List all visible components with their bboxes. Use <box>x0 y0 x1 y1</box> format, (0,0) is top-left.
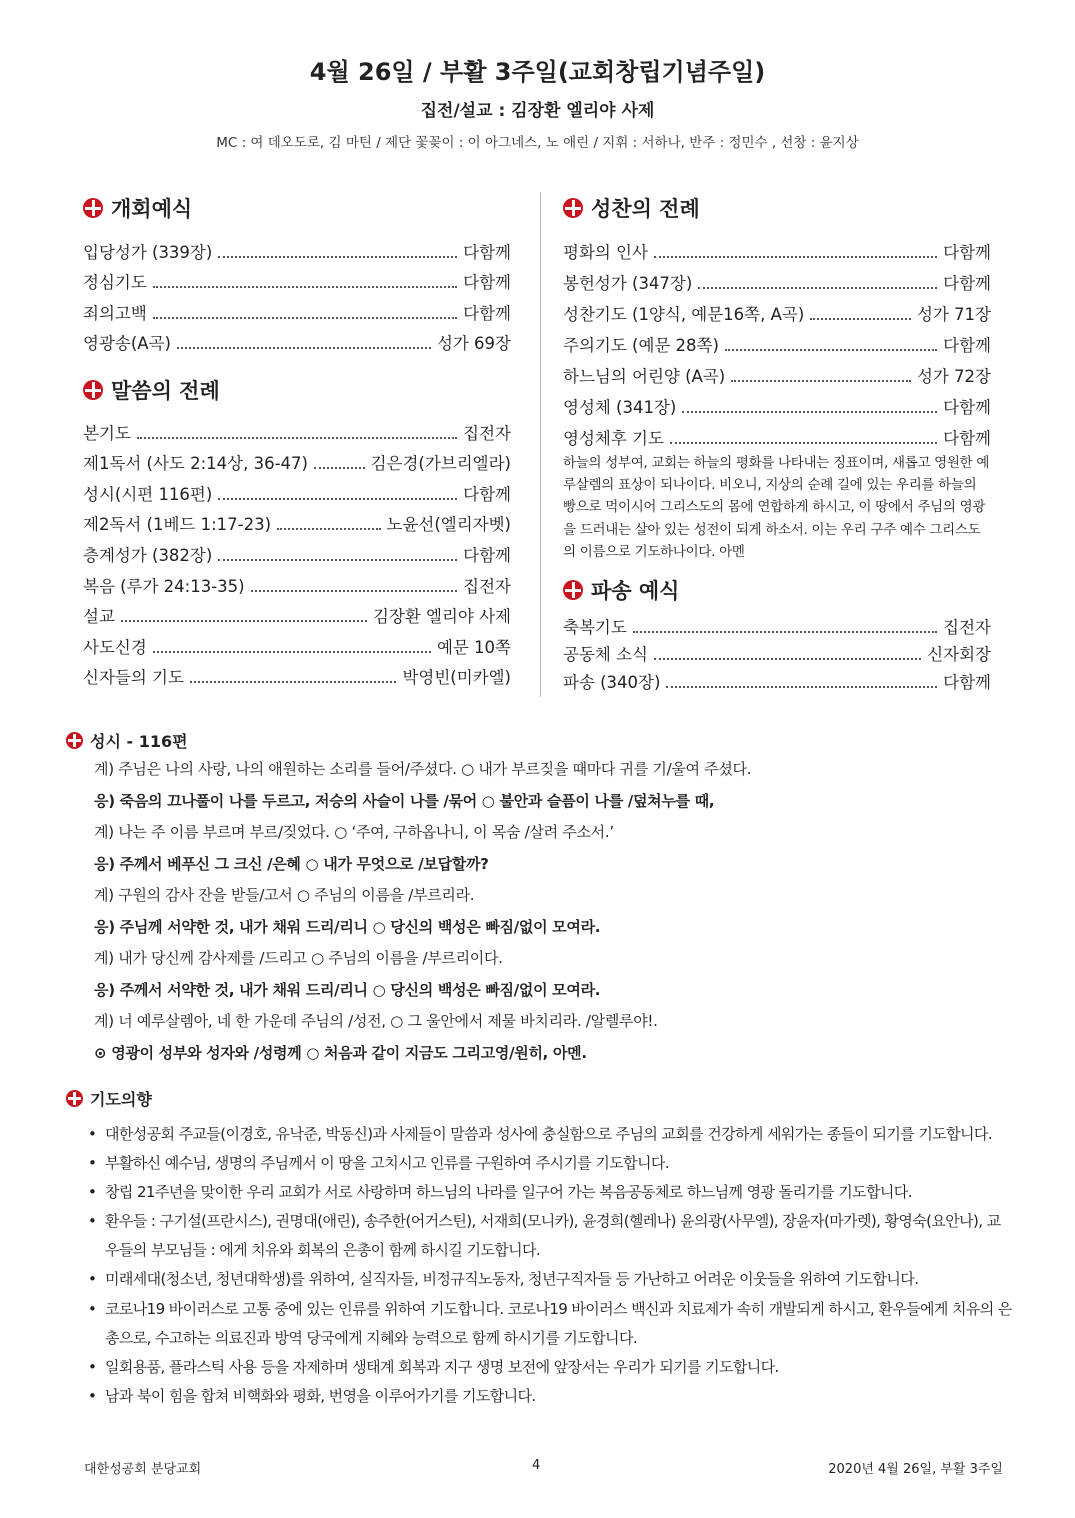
cross-icon <box>66 732 83 749</box>
order-item <box>83 474 511 505</box>
leader-dots <box>190 680 397 683</box>
intention-item: • 코로나19 바이러스로 고통 중에 있는 인류를 위하여 기도합니다. 코로나19 바이러스 백신과 치료제가 속히 개발되게 하시고, 환우들에게 치유의 은총으로, 수고하는 의료진과 방역 당국에게 지혜와 능력으로 함께 하시기를 기도합니다. <box>88 1295 1013 1353</box>
word-order-list <box>83 413 511 688</box>
psalm-line: 응) 주께서 베푸신 그 크신 /은혜 ○ 내가 무엇으로 /보답할까? <box>94 854 489 873</box>
cross-icon <box>563 198 583 218</box>
order-item-value: 다함께 <box>463 545 511 565</box>
order-item-label: 본기도 <box>83 423 131 443</box>
leader-dots <box>137 436 457 439</box>
order-item-value: 다함께 <box>463 303 511 323</box>
leader-dots <box>731 379 911 382</box>
order-item-label: 성찬기도 (1양식, 예문16쪽, A곡) <box>563 305 805 324</box>
order-item-value: 성가 71장 <box>916 305 991 324</box>
mc-line: MC : 여 데오도로, 김 마틴 / 제단 꽃꽂이 : 이 아그네스, 노 애린 / 지휘 : 서하나, 반주 : 정민수 , 선창 : 윤지상 <box>216 135 859 151</box>
intention-item: • 창립 21주년을 맞이한 우리 교회가 서로 사랑하며 하느님의 나라를 일구어 가는 복음공동체로 하느님께 영광 돌리기를 기도합니다. <box>88 1178 1013 1207</box>
order-item-label: 주의기도 (예문 28쪽) <box>563 336 719 355</box>
intention-item: • 환우들 : 구기설(프란시스), 권명대(애린), 송주한(어거스틴), 서재희(모니카), 윤경희(헬레나) 윤의광(사무엘), 장윤자(마가렛), 황영숙(요안나), 교우들의 부모님들 : 에게 치유와 회복의 은총이 함께 하시길 기도합니다. <box>88 1207 1013 1265</box>
order-item-label: 영성체 (341장) <box>563 398 677 417</box>
order-item-value: 집전자 <box>943 617 991 637</box>
order-item-value: 집전자 <box>463 576 511 596</box>
footer-church-name: 대한성공회 분당교회 <box>84 1462 202 1477</box>
order-item-value: 다함께 <box>943 672 991 692</box>
order-item-label: 정심기도 <box>83 273 147 292</box>
cross-icon <box>563 580 583 600</box>
leader-dots <box>654 657 921 660</box>
order-item-label: 봉헌성가 (347장) <box>563 274 693 293</box>
leader-dots <box>218 558 457 561</box>
order-item-value: 예문 10쪽 <box>436 637 511 657</box>
order-item-label: 설교 <box>83 607 115 627</box>
order-item <box>563 665 991 693</box>
footer-page-number: 4 <box>532 1458 541 1473</box>
order-item <box>563 418 991 449</box>
order-item-label: 죄의고백 <box>83 303 147 323</box>
order-item <box>83 293 511 324</box>
order-item-label: 영광송(A곡) <box>83 334 171 353</box>
order-item <box>563 638 991 666</box>
section-eucharist-heading <box>563 193 700 223</box>
order-item-value: 다함께 <box>943 243 991 262</box>
order-item <box>83 658 511 689</box>
order-item-value: 김은경(가브리엘라) <box>370 454 511 474</box>
order-item <box>563 232 991 263</box>
order-item-value: 노윤선(엘리자벳) <box>386 515 511 535</box>
psalm-line: 응) 주께서 서약한 것, 내가 채워 드리/리니 ○ 당신의 백성은 빠짐/없이 모여라. <box>94 980 601 999</box>
order-item-label: 파송 (340장) <box>563 672 661 692</box>
psalm-line: 계) 너 예루살렘아, 네 한 가운데 주님의 /성전, ○ 그 울안에서 제물 바치리라. /알렐루야!. <box>94 1012 658 1030</box>
psalm-title: 성시 - 116편 <box>90 732 188 751</box>
section-title: 개회예식 <box>111 197 193 221</box>
psalm-line: 응) 죽음의 끄나풀이 나를 두르고, 저승의 사슬이 나를 /묶어 ○ 불안과 슬픔이 나를 /덮쳐누를 때, <box>94 791 715 810</box>
order-item-label: 하느님의 어린양 (A곡) <box>563 367 726 386</box>
cross-icon <box>83 198 103 218</box>
leader-dots <box>277 527 380 530</box>
intention-item: • 미래세대(청소년, 청년대학생)를 위하여, 실직자들, 비정규직노동자, 청년구직자들 등 가난하고 어려운 이웃들을 위하여 기도합니다. <box>88 1265 1013 1294</box>
psalm-line: 응) 주님께 서약한 것, 내가 채워 드리/리니 ○ 당신의 백성은 빠짐/없이 모여라. <box>94 917 601 936</box>
leader-dots <box>670 441 937 444</box>
order-item-value: 신자회장 <box>927 645 991 664</box>
page-title: 4월 26일 / 부활 3주일(교회창립기념주일) <box>309 58 766 86</box>
order-item-value: 다함께 <box>943 429 991 448</box>
order-item-label: 평화의 인사 <box>563 243 648 262</box>
intention-item: • 부활하신 예수님, 생명의 주님께서 이 땅을 고치시고 인류를 구원하여 주시기를 기도합니다. <box>88 1149 1013 1178</box>
dismissal-order-list <box>563 610 991 693</box>
leader-dots <box>153 285 457 288</box>
opening-order-list <box>83 232 511 354</box>
order-item <box>83 444 511 475</box>
order-item <box>83 566 511 597</box>
page-subtitle: 집전/설교 : 김장환 엘리야 사제 <box>420 101 655 121</box>
order-item-value: 김장환 엘리야 사제 <box>372 607 511 627</box>
intentions-heading <box>66 1087 152 1110</box>
intentions-title: 기도의향 <box>90 1090 152 1109</box>
order-item <box>563 294 991 325</box>
order-item <box>563 356 991 387</box>
order-item-label: 입당성가 (339장) <box>83 242 213 262</box>
column-divider <box>540 192 541 697</box>
order-item <box>563 387 991 418</box>
order-item-value: 박영빈(미카엘) <box>402 668 511 688</box>
order-item-value: 성가 69장 <box>436 334 511 353</box>
order-item-label: 제1독서 (사도 2:14상, 36-47) <box>83 454 308 474</box>
cross-icon <box>83 380 103 400</box>
psalm-line: ⊙ 영광이 성부와 성자와 /성령께 ○ 처음과 같이 지금도 그리고영/원히, 아멘. <box>94 1043 587 1062</box>
order-item <box>83 263 511 294</box>
eucharist-order-list <box>563 232 991 449</box>
intention-item: • 일회용품, 플라스틱 사용 등을 자제하며 생태계 회복과 지구 생명 보전에 앞장서는 우리가 되기를 기도합니다. <box>88 1353 1013 1382</box>
order-item <box>563 325 991 356</box>
leader-dots <box>153 650 431 653</box>
leader-dots <box>666 685 937 688</box>
leader-dots <box>251 589 458 592</box>
order-item-label: 축복기도 <box>563 617 627 637</box>
section-word-heading <box>83 375 220 405</box>
order-item-label: 복음 (루가 24:13-35) <box>83 576 245 596</box>
order-item <box>563 610 991 638</box>
intention-item: • 남과 북이 힘을 합쳐 비핵화와 평화, 번영을 이루어가기를 기도합니다. <box>88 1382 1013 1411</box>
order-item-value: 다함께 <box>943 398 991 417</box>
leader-dots <box>121 619 367 622</box>
order-item <box>563 263 991 294</box>
order-item-label: 공동체 소식 <box>563 645 648 664</box>
order-item-value: 다함께 <box>943 274 991 293</box>
section-title: 파송 예식 <box>591 579 680 603</box>
leader-dots <box>810 317 911 320</box>
order-item-label: 신자들의 기도 <box>83 668 184 688</box>
psalm-line: 계) 구원의 감사 잔을 받들/고서 ○ 주님의 이름을 /부르리라. <box>94 886 475 904</box>
leader-dots <box>218 497 457 500</box>
order-item <box>83 597 511 628</box>
intention-item: • 대한성공회 주교들(이경호, 유낙준, 박동신)과 사제들이 말씀과 성사에 충실함으로 주님의 교회를 건강하게 세워가는 종들이 되기를 기도합니다. <box>88 1120 1013 1149</box>
order-item <box>83 232 511 263</box>
leader-dots <box>682 410 937 413</box>
leader-dots <box>698 286 937 289</box>
order-item-value: 다함께 <box>463 273 511 292</box>
order-item-label: 층계성가 (382장) <box>83 545 213 565</box>
psalm-text <box>94 755 1034 1070</box>
leader-dots <box>177 346 431 349</box>
leader-dots <box>725 348 937 351</box>
footer-date: 2020년 4월 26일, 부활 3주일 <box>828 1462 1003 1477</box>
cross-icon <box>66 1090 83 1107</box>
section-opening-heading <box>83 193 192 223</box>
order-item-label: 영성체후 기도 <box>563 429 664 448</box>
order-item-value: 다함께 <box>943 336 991 355</box>
order-item-value: 다함께 <box>463 242 511 262</box>
leader-dots <box>218 255 457 258</box>
psalm-line: 계) 내가 당신께 감사제를 /드리고 ○ 주님의 이름을 /부르리이다. <box>94 949 503 967</box>
section-dismissal-heading <box>563 575 679 605</box>
order-item-value: 성가 72장 <box>916 367 991 386</box>
post-communion-prayer: 하늘의 성부여, 교회는 하늘의 평화를 나타내는 징표이며, 새롭고 영원한 예루살렘의 표상이 되나이다. 비오니, 지상의 순례 길에 있는 우리를 하늘의 빵으로 먹이시어 그리스도의 몸에 연합하게 하시고, 이 땅에서 주님의 영광을 드러내는 살아 있는 성전이 되게 하소서. 이는 우리 구주 예수 그리스도의 이름으로 기도하나이다. 아멘 <box>563 455 990 560</box>
order-item-label: 제2독서 (1베드 1:17-23) <box>83 515 272 535</box>
order-item <box>83 535 511 566</box>
psalm-line: 계) 나는 주 이름 부르며 부르/짖었다. ○ ‘주여, 구하옵나니, 이 목숨 /살려 주소서.’ <box>94 823 614 841</box>
order-item-value: 집전자 <box>463 423 511 443</box>
leader-dots <box>153 316 457 319</box>
order-item <box>83 627 511 658</box>
order-item-value: 다함께 <box>463 484 511 504</box>
psalm-heading <box>66 729 188 752</box>
order-item-label: 성시(시편 116편) <box>83 484 213 504</box>
order-item <box>83 413 511 444</box>
section-title: 성찬의 전례 <box>591 197 700 221</box>
order-item-label: 사도신경 <box>83 637 147 657</box>
leader-dots <box>633 630 937 633</box>
section-title: 말씀의 전례 <box>111 379 220 403</box>
psalm-line: 계) 주님은 나의 사랑, 나의 애원하는 소리를 들어/주셨다. ○ 내가 부르짖을 때마다 귀를 기/울여 주셨다. <box>94 760 752 778</box>
intentions-list <box>88 1120 1013 1411</box>
leader-dots <box>654 255 937 258</box>
order-item <box>83 324 511 355</box>
order-item <box>83 505 511 536</box>
leader-dots <box>314 466 365 469</box>
